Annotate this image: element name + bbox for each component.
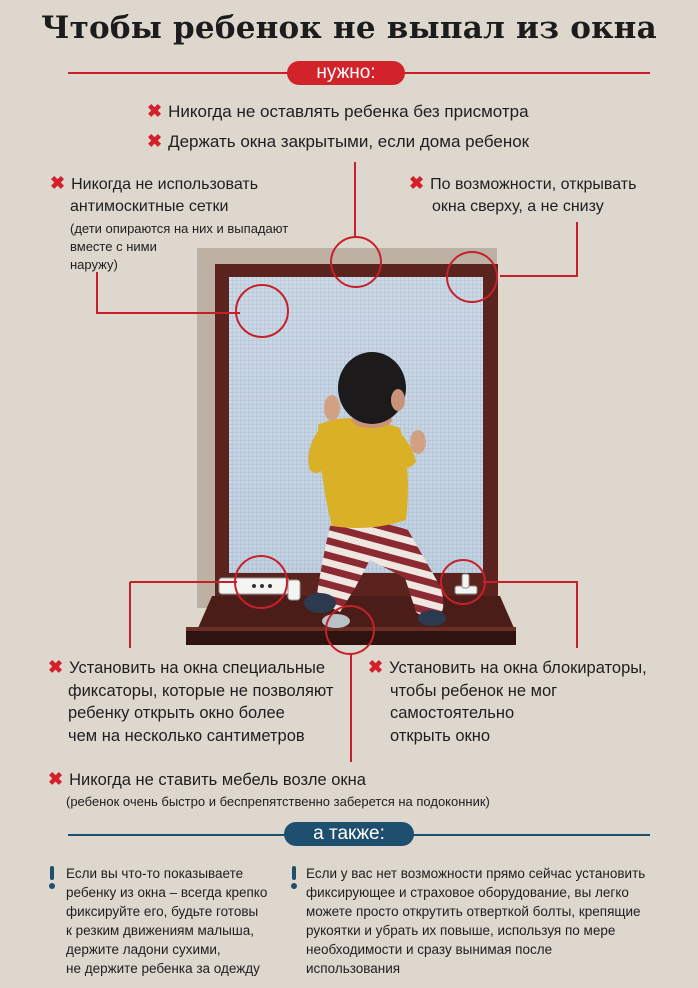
cross-icon: ✖ <box>48 769 64 789</box>
also-right-text: Если у вас нет возможности прямо сейчас установить фиксирующее и страховое оборудование, вы легко можете просто открутить отверткой болты, крепящие рукоятки и убрать их повыше, используя по мере необходимости и сразу вынимая после использования <box>306 866 646 976</box>
window-sill <box>198 596 514 628</box>
cross-icon: ✖ <box>147 131 163 151</box>
cross-icon: ✖ <box>409 173 425 193</box>
item-no-furniture: ✖ Никогда не ставить мебель возле окна (ребенок очень быстро и беспрепятственно заберется на подоконник) <box>48 769 490 809</box>
item-open-top: ✖ По возможности, открывать окна сверху, а не снизу <box>409 173 637 215</box>
also-left-marker <box>50 866 55 889</box>
cross-icon: ✖ <box>147 101 163 121</box>
item-fixators: ✖ Установить на окна специальные фиксаторы, которые не позволяют ребенку открыть окно более чем на несколько сантиметров <box>48 657 334 745</box>
item-keep-closed: ✖ Держать окна закрытыми, если дома ребенок <box>147 131 530 151</box>
also-left-text: Если вы что-то показываете ребенку из окна – всегда крепко фиксируйте его, будьте готовы к резким движениям малыша, держите ладони сухими, не держите ребенка за одежду <box>66 866 268 976</box>
cross-icon: ✖ <box>50 173 66 193</box>
need-label: нужно: <box>287 61 405 85</box>
also-right-marker <box>292 866 297 889</box>
page-title: Чтобы ребенок не выпал из окна <box>41 10 657 46</box>
cross-icon: ✖ <box>368 657 384 677</box>
cross-icon: ✖ <box>48 657 64 677</box>
also-label: а также: <box>284 822 414 846</box>
item-never-unattended: ✖ Никогда не оставлять ребенка без присмотра <box>147 101 529 121</box>
item-no-nets: ✖ Никогда не использовать антимоскитные сетки (дети опираются на них и выпадают вместе с ними наружу) <box>50 173 289 272</box>
item-blockers: ✖ Установить на окна блокираторы, чтобы ребенок не мог самостоятельно открыть окно <box>368 657 647 745</box>
